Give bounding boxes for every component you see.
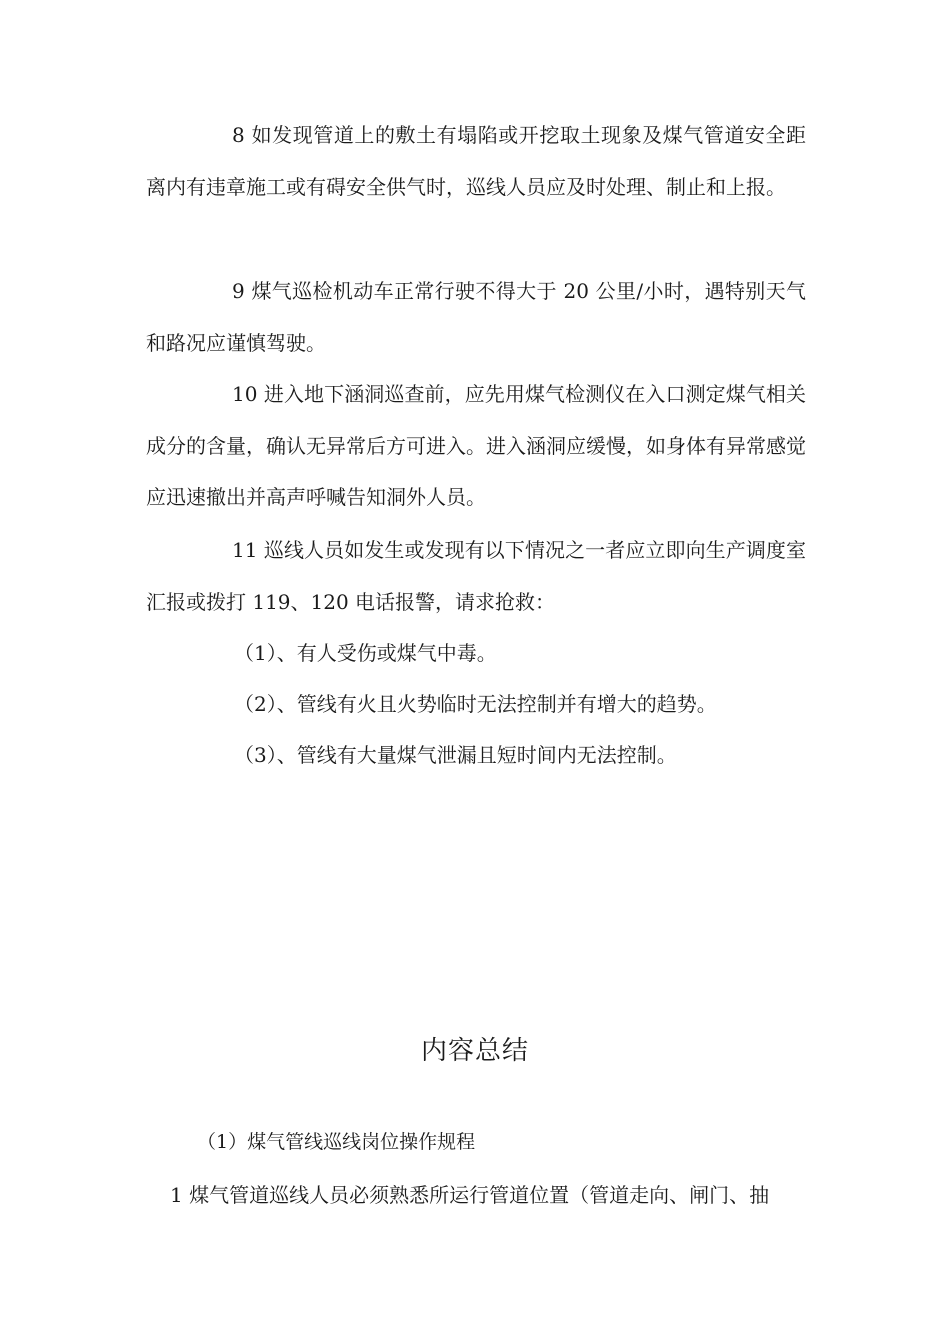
- summary-first-line: 1 煤气管道巡线人员必须熟悉所运行管道位置（管道走向、闸门、抽: [170, 1183, 770, 1207]
- paragraph-10: 10 进入地下涵洞巡查前，应先用煤气检测仪在入口测定煤气相关成分的含量，确认无异常后方可进入。进入涵洞应缓慢，如身体有异常感觉应迅速撤出并高声呼喊告知洞外人员。: [146, 382, 806, 509]
- list-item-3: （3）、管线有大量煤气泄漏且短时间内无法控制。: [234, 743, 677, 767]
- paragraph-11: 11 巡线人员如发生或发现有以下情况之一者应立即向生产调度室汇报或拨打 119、120 电话报警，请求抢救：: [146, 538, 806, 614]
- list-item-1: （1）、有人受伤或煤气中毒。: [234, 641, 497, 665]
- summary-title: 内容总结: [420, 1036, 529, 1066]
- paragraph-9: 9 煤气巡检机动车正常行驶不得大于 20 公里/小时，遇特别天气和路况应谨慎驾驶。: [146, 279, 806, 355]
- list-item-2: （2）、管线有火且火势临时无法控制并有增大的趋势。: [234, 692, 717, 716]
- summary-subtitle: （1）煤气管线巡线岗位操作规程: [197, 1131, 476, 1153]
- paragraph-8: 8 如发现管道上的敷土有塌陷或开挖取土现象及煤气管道安全距离内有违章施工或有碍安全供气时，巡线人员应及时处理、制止和上报。: [146, 123, 806, 199]
